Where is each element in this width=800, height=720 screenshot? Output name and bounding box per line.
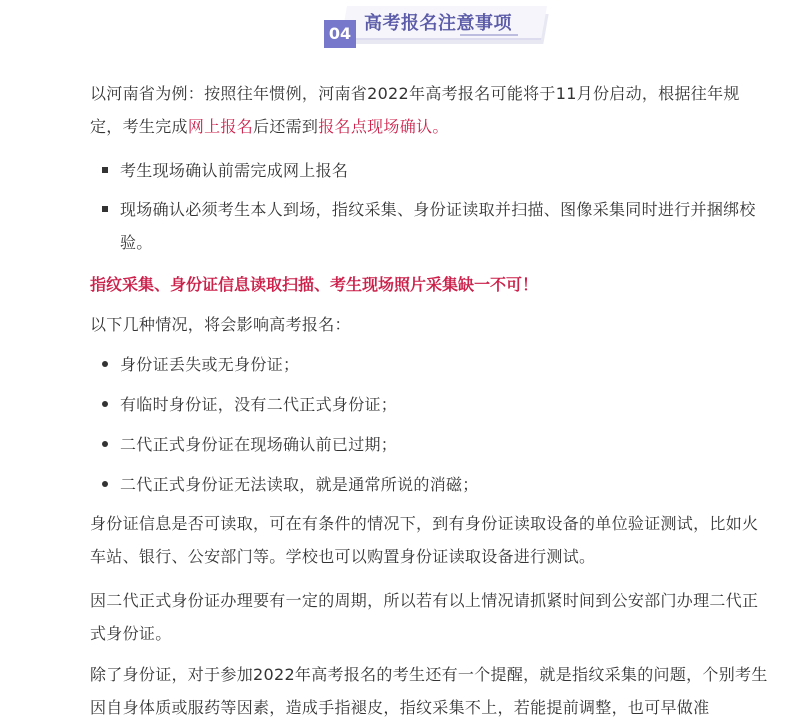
list-item: 身份证丢失或无身份证； <box>120 355 300 374</box>
section-header <box>322 0 552 50</box>
round-bullet-icon <box>102 361 108 367</box>
square-bullet-icon <box>102 167 108 173</box>
idcard-check-paragraph: 身份证信息是否可读取，可在有条件的情况下，到有身份证读取设备的单位验证测试，比如火车站、银行、公安部门等。学校也可以购置身份证读取设备进行测试。 <box>90 514 759 566</box>
intro-text-3: 。 <box>432 117 449 136</box>
list-item: 二代正式身份证无法读取，就是通常所说的消磁； <box>120 475 479 494</box>
list-item: 现场确认必须考生本人到场，指纹采集、身份证读取并扫描、图像采集同时进行并捆绑校验。 <box>120 200 756 252</box>
warning-text: 指纹采集、身份证信息读取扫描、考生现场照片采集缺一不可！ <box>90 275 539 294</box>
intro-text-1: 以河南省为例：按照往年惯例，河南省2022年高考报名可能将于11月份启动，根据往年规定，考生完成 <box>90 84 740 136</box>
intro-paragraph <box>90 77 770 143</box>
list-item: 考生现场确认前需完成网上报名 <box>120 161 349 180</box>
cases-intro: 以下几种情况，将会影响高考报名： <box>90 315 351 334</box>
intro-text-2: 后还需到 <box>253 117 319 136</box>
round-bullet-icon <box>102 401 108 407</box>
list-item: 二代正式身份证在现场确认前已过期； <box>120 435 398 454</box>
title-underline-decoration <box>460 34 518 36</box>
square-bullet-icon <box>102 206 108 212</box>
fingerprint-paragraph: 除了身份证，对于参加2022年高考报名的考生还有一个提醒，就是指纹采集的问题，个别考生因自身体质或服药等因素，造成手指褪皮，指纹采集不上，若能提前调整，也可早做准 <box>90 665 768 717</box>
onsite-confirmation-link[interactable]: 报名点现场确认 <box>318 117 433 136</box>
section-title: 高考报名注意事项 <box>364 13 512 34</box>
section-number-badge: 04 <box>324 20 356 48</box>
idcard-cycle-paragraph: 因二代正式身份证办理要有一定的周期，所以若有以上情况请抓紧时间到公安部门办理二代正式身份证。 <box>90 591 759 643</box>
list-item: 有临时身份证，没有二代正式身份证； <box>120 395 398 414</box>
round-bullet-icon <box>102 481 108 487</box>
round-bullet-icon <box>102 441 108 447</box>
online-registration-link[interactable]: 网上报名 <box>187 117 254 136</box>
